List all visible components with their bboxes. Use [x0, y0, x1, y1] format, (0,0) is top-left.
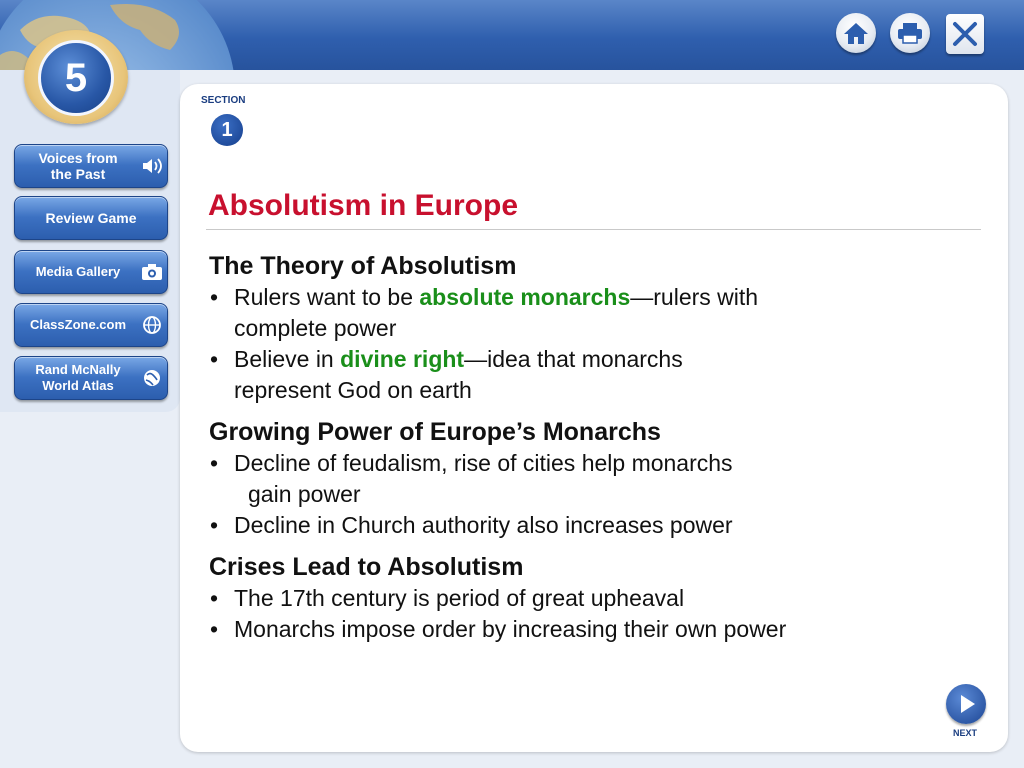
bullet-text: Decline of feudalism, rise of cities help monarchs — [234, 450, 733, 476]
next-button[interactable] — [946, 684, 986, 724]
button-label: Media Gallery — [35, 264, 121, 279]
bullet-text: complete power — [234, 315, 397, 341]
home-icon — [843, 21, 869, 45]
camera-icon — [137, 263, 167, 281]
bullet-list — [209, 448, 969, 541]
topic-heading: Crises Lead to Absolutism — [209, 553, 524, 581]
bullet-text: The 17th century is period of great upheaval — [234, 585, 685, 611]
chapter-number[interactable]: 5 — [38, 40, 114, 116]
bullet-item — [209, 282, 969, 344]
review-game-button[interactable] — [14, 196, 168, 240]
title-divider — [206, 229, 981, 230]
bullet-list — [209, 282, 969, 406]
button-label: Review Game — [45, 210, 137, 226]
close-button[interactable] — [946, 14, 984, 54]
bullet-text: —rulers with — [630, 284, 759, 310]
rand-mcnally-atlas-button[interactable] — [14, 356, 168, 400]
button-label: Rand McNally — [35, 362, 121, 377]
globe-icon — [137, 315, 167, 335]
bullet-item — [209, 344, 969, 406]
key-term: divine right — [340, 346, 465, 372]
topic-heading: Growing Power of Europe’s Monarchs — [209, 418, 661, 446]
media-gallery-button[interactable] — [14, 250, 168, 294]
button-label: Voices from — [38, 150, 118, 166]
topic-heading: The Theory of Absolutism — [209, 252, 517, 280]
bullet-item — [209, 510, 969, 541]
bullet-text: represent God on earth — [234, 377, 472, 403]
bullet-text: —idea that monarchs — [464, 346, 683, 372]
button-label: World Atlas — [42, 378, 114, 393]
speaker-icon — [137, 156, 167, 176]
voices-from-the-past-button[interactable] — [14, 144, 168, 188]
bullet-item — [209, 448, 969, 510]
home-button[interactable] — [836, 13, 876, 53]
next-label: NEXT — [953, 728, 978, 738]
button-label: ClassZone.com — [29, 317, 127, 332]
bullet-text: Monarchs impose order by increasing their own power — [234, 616, 787, 642]
bullet-text: Decline in Church authority also increases power — [234, 512, 733, 538]
button-label: the Past — [50, 166, 106, 182]
key-term: absolute monarchs — [419, 284, 631, 310]
bullet-text: gain power — [248, 481, 361, 507]
page-title: Absolutism in Europe — [208, 189, 519, 222]
bullet-list — [209, 583, 969, 645]
classzone-button[interactable] — [14, 303, 168, 347]
bullet-text: Rulers want to be — [234, 284, 420, 310]
play-arrow-icon — [961, 695, 975, 713]
section-label: SECTION — [201, 95, 246, 106]
printer-icon — [897, 22, 923, 44]
atlas-icon — [137, 368, 167, 388]
section-number: 1 — [211, 114, 243, 146]
print-button[interactable] — [890, 13, 930, 53]
bullet-item — [209, 583, 969, 614]
close-icon — [952, 21, 978, 47]
slide-content — [209, 252, 969, 657]
bullet-item — [209, 614, 969, 645]
bullet-text: Believe in — [234, 346, 341, 372]
